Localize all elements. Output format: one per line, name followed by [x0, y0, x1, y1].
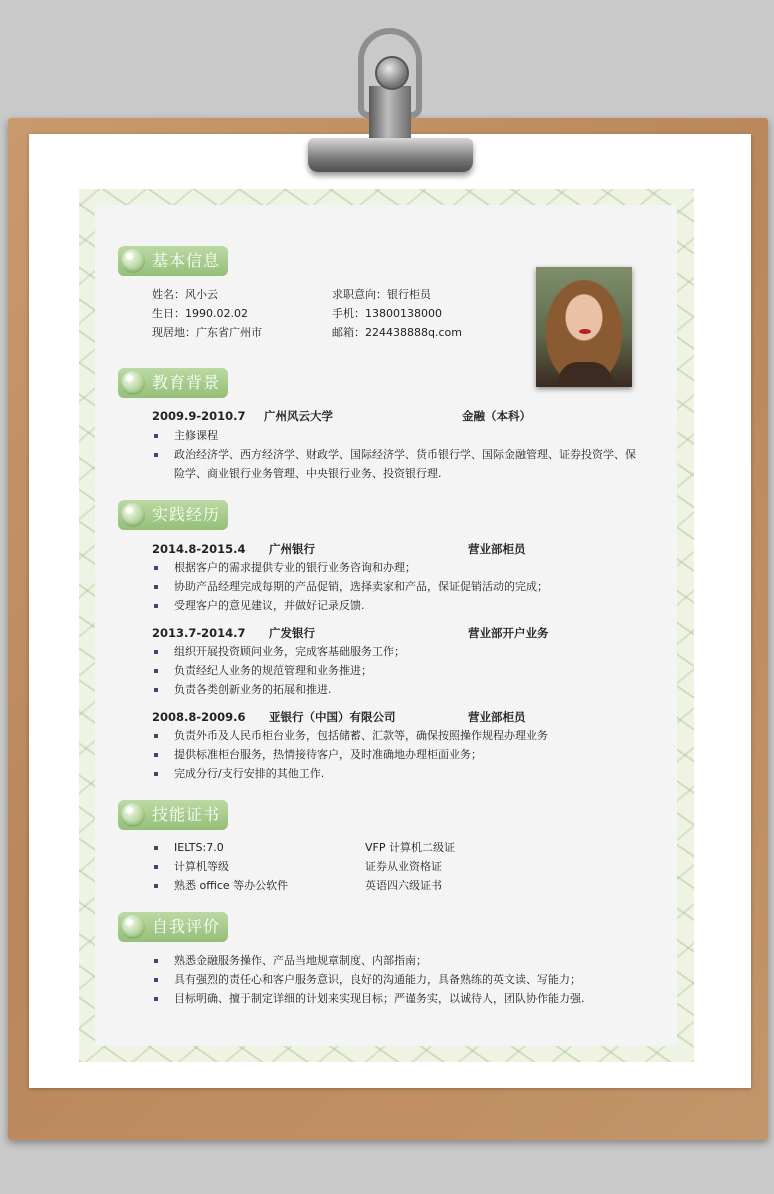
water-drop-icon: [121, 249, 145, 273]
education-school: 广州风云大学: [264, 409, 333, 423]
job-item: 提供标准柜台服务，热情接待客户，及时准确地办理柜面业务；: [174, 748, 482, 761]
basic-intention: 求职意向：银行柜员: [332, 288, 431, 301]
job-item: 协助产品经理完成每期的产品促销，选择卖家和产品，保证促销活动的完成；: [174, 580, 548, 593]
skill-item: 熟悉 office 等办公软件: [174, 879, 289, 892]
water-drop-icon: [121, 371, 145, 395]
bullet-icon: [154, 884, 158, 888]
certificate-item: 英语四六级证书: [365, 879, 442, 892]
bullet-icon: [154, 846, 158, 850]
job-item: 完成分行/支行安排的其他工作.: [174, 767, 325, 780]
water-drop-icon: [121, 803, 145, 827]
job-company: 亚银行（中国）有限公司: [269, 710, 396, 724]
skill-item: IELTS:7.0: [174, 841, 224, 854]
self-eval-item: 目标明确、擅于制定详细的计划来实现目标；严谨务实，以诚待人，团队协作能力强.: [174, 992, 585, 1005]
job-item: 负责经纪人业务的规范管理和业务推进；: [174, 664, 372, 677]
self-eval-item: 熟悉金融服务操作、产品当地规章制度、内部指南；: [174, 954, 427, 967]
basic-email: 邮箱：224438888q.com: [332, 326, 462, 339]
self-eval-item: 具有强烈的责任心和客户服务意识，良好的沟通能力，具备熟练的英文读、写能力；: [174, 973, 581, 986]
job-item: 负责各类创新业务的拓展和推进.: [174, 683, 332, 696]
certificate-item: VFP 计算机二级证: [365, 841, 455, 854]
job-item: 负责外币及人民币柜台业务，包括储蓄、汇款等，确保按照操作规程办理业务: [174, 729, 548, 742]
basic-name: 姓名：风小云: [152, 288, 218, 301]
bullet-icon: [154, 434, 158, 438]
education-period: 2009.9-2010.7: [152, 409, 246, 423]
certificate-item: 证券从业资格证: [365, 860, 442, 873]
section-title-basic: 基本信息: [118, 246, 228, 276]
basic-location: 现居地：广东省广州市: [152, 326, 262, 339]
bullet-icon: [154, 865, 158, 869]
bullet-icon: [154, 997, 158, 1001]
job-position: 营业部柜员: [468, 542, 526, 556]
water-drop-icon: [121, 915, 145, 939]
education-courses-label: 主修课程: [174, 429, 218, 442]
profile-photo: [536, 267, 632, 387]
binder-clip-icon: [303, 28, 478, 178]
water-drop-icon: [121, 503, 145, 527]
job-position: 营业部开户业务: [468, 626, 549, 640]
job-period: 2008.8-2009.6: [152, 710, 246, 724]
job-company: 广发银行: [269, 626, 315, 640]
job-period: 2013.7-2014.7: [152, 626, 246, 640]
job-period: 2014.8-2015.4: [152, 542, 246, 556]
job-item: 受理客户的意见建议，并做好记录反馈.: [174, 599, 365, 612]
education-major: 金融（本科）: [462, 409, 531, 423]
section-title-self: 自我评价: [118, 912, 228, 942]
bullet-icon: [154, 669, 158, 673]
bullet-icon: [154, 453, 158, 457]
job-item: 根据客户的需求提供专业的银行业务咨询和办理；: [174, 561, 416, 574]
job-item: 组织开展投资顾问业务，完成客基础服务工作；: [174, 645, 405, 658]
basic-phone: 手机：13800138000: [332, 307, 442, 320]
job-company: 广州银行: [269, 542, 315, 556]
section-title-education: 教育背景: [118, 368, 228, 398]
education-courses-line1: 政治经济学、西方经济学、财政学、国际经济学、货币银行学、国际金融管理、证券投资学、保: [174, 448, 636, 461]
education-courses-line2: 险学、商业银行业务管理、中央银行业务、投资银行理.: [174, 467, 442, 480]
bullet-icon: [154, 688, 158, 692]
bullet-icon: [154, 604, 158, 608]
bullet-icon: [154, 650, 158, 654]
bullet-icon: [154, 585, 158, 589]
section-title-skills: 技能证书: [118, 800, 228, 830]
basic-birth: 生日：1990.02.02: [152, 307, 248, 320]
bullet-icon: [154, 772, 158, 776]
skill-item: 计算机等级: [174, 860, 229, 873]
bullet-icon: [154, 753, 158, 757]
bullet-icon: [154, 566, 158, 570]
bullet-icon: [154, 959, 158, 963]
job-position: 营业部柜员: [468, 710, 526, 724]
bullet-icon: [154, 978, 158, 982]
bullet-icon: [154, 734, 158, 738]
section-title-practice: 实践经历: [118, 500, 228, 530]
